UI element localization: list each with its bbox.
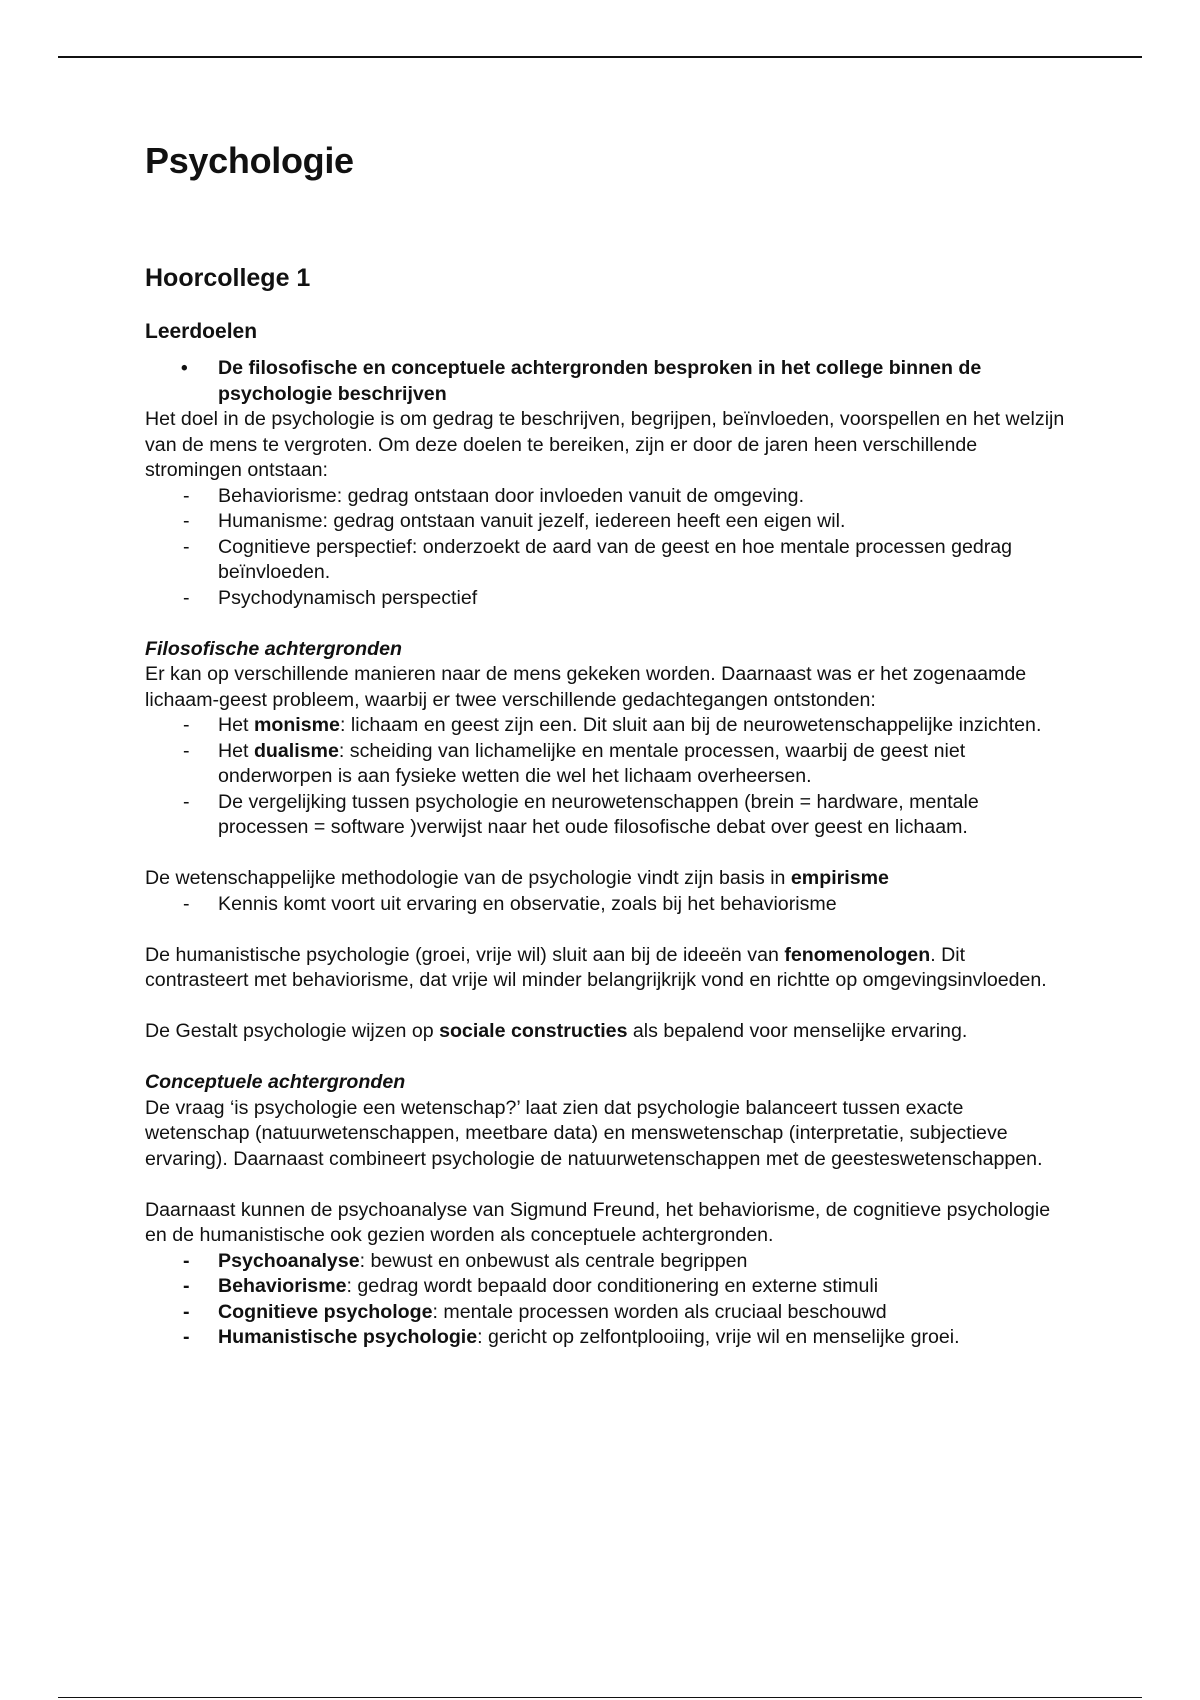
section-heading: Hoorcollege 1 xyxy=(145,264,311,292)
list-item: - Humanisme: gedrag ontstaan vanuit jezelf, iedereen heeft een eigen wil. xyxy=(145,509,1065,535)
document-body xyxy=(145,262,1065,1351)
stromingen-begrippen-list xyxy=(145,1249,1065,1351)
conceptuele-paragraph-2: Daarnaast kunnen de psychoanalyse van Sigmund Freund, het behaviorisme, de cognitieve psychologie en de humanistische ook gezien worden als conceptuele achtergronden. xyxy=(145,1198,1051,1246)
intro-paragraph: Het doel in de psychologie is om gedrag te beschrijven, begrijpen, beïnvloeden, voorspellen en het welzijn van de mens te vergroten. Om deze doelen te bereiken, zijn er door de jaren heen verschillende stromingen ontstaan: xyxy=(145,408,1065,481)
term-fenomenologen: fenomenologen xyxy=(784,943,931,966)
lichaam-geest-list xyxy=(145,713,1065,841)
list-item: - Het monisme: lichaam en geest zijn een. Dit sluit aan bij de neurowetenschappelijke inzichten. xyxy=(145,713,1065,739)
term-sociale-constructies: sociale constructies xyxy=(439,1020,628,1042)
stromingen-list xyxy=(145,484,1065,612)
list-item: - Het dualisme: scheiding van lichamelijke en mentale processen, waarbij de geest niet onderworpen is aan fysieke wetten die wel het lichaam overheersen. xyxy=(145,739,1065,790)
empirisme-paragraph: De wetenschappelijke methodologie van de psychologie vindt zijn basis in empirisme xyxy=(145,867,889,889)
conceptuele-paragraph: De vraag ‘is psychologie een wetenschap?’ laat zien dat psychologie balanceert tussen exacte wetenschap (natuurwetenschappen, meetbare data) en menswetenschap (interpretatie, subjectieve ervaring). Daarnaast combineert psychologie de natuurwetenschappen met de geesteswetenschappen. xyxy=(145,1096,1043,1170)
conceptuele-heading: Conceptuele achtergronden xyxy=(145,1071,406,1093)
top-rule xyxy=(58,56,1142,58)
list-item: - Psychoanalyse: bewust en onbewust als centrale begrippen xyxy=(145,1249,1065,1275)
list-item: - Behaviorisme: gedrag wordt bepaald door conditionering en externe stimuli xyxy=(145,1274,1065,1300)
term-monisme: monisme xyxy=(253,714,340,736)
list-item: - Kennis komt voort uit ervaring en observatie, zoals bij het behaviorisme xyxy=(145,892,1065,918)
leerdoelen-heading: Leerdoelen xyxy=(145,320,258,343)
filosofische-paragraph: Er kan op verschillende manieren naar de mens gekeken worden. Daarnaast was er het zogenaamde lichaam-geest probleem, waarbij er twee verschillende gedachtegangen ontstonden: xyxy=(145,663,1027,711)
humanistisch-paragraph: De humanistische psychologie (groei, vrije wil) sluit aan bij de ideeën van fenomenologen. Dit contrasteert met behaviorisme, dat vrije wil minder belangrijkrijk vond en richtte op omgevingsinvloeden. xyxy=(145,943,1047,991)
gestalt-paragraph: De Gestalt psychologie wijzen op sociale constructies als bepalend voor menselijke ervaring. xyxy=(145,1020,968,1042)
list-item: - Psychodynamisch perspectief xyxy=(145,586,1065,612)
filosofische-heading: Filosofische achtergronden xyxy=(145,637,402,660)
bottom-rule xyxy=(58,1697,1142,1698)
document-title: Psychologie xyxy=(145,140,354,181)
empirisme-list xyxy=(145,892,1065,918)
list-item: - De vergelijking tussen psychologie en neurowetenschappen (brein = hardware, mentale processen = software )verwijst naar het oude filosofische debat over geest en lichaam. xyxy=(145,790,1065,841)
term-dualisme: dualisme xyxy=(253,739,339,762)
list-item: - Cognitieve perspectief: onderzoekt de aard van de geest en hoe mentale processen gedrag beïnvloeden. xyxy=(145,535,1065,586)
list-item: - Cognitieve psychologe: mentale processen worden als cruciaal beschouwd xyxy=(145,1300,1065,1326)
list-item: - Behaviorisme: gedrag ontstaan door invloeden vanuit de omgeving. xyxy=(145,484,1065,510)
term-empirisme: empirisme xyxy=(790,867,889,889)
leerdoelen-list xyxy=(145,356,1065,407)
list-item: - Humanistische psychologie: gericht op zelfontplooiing, vrije wil en menselijke groei. xyxy=(145,1325,1065,1351)
leerdoel-item: • De filosofische en conceptuele achtergronden besproken in het college binnen de psychologie beschrijven xyxy=(145,356,1065,407)
